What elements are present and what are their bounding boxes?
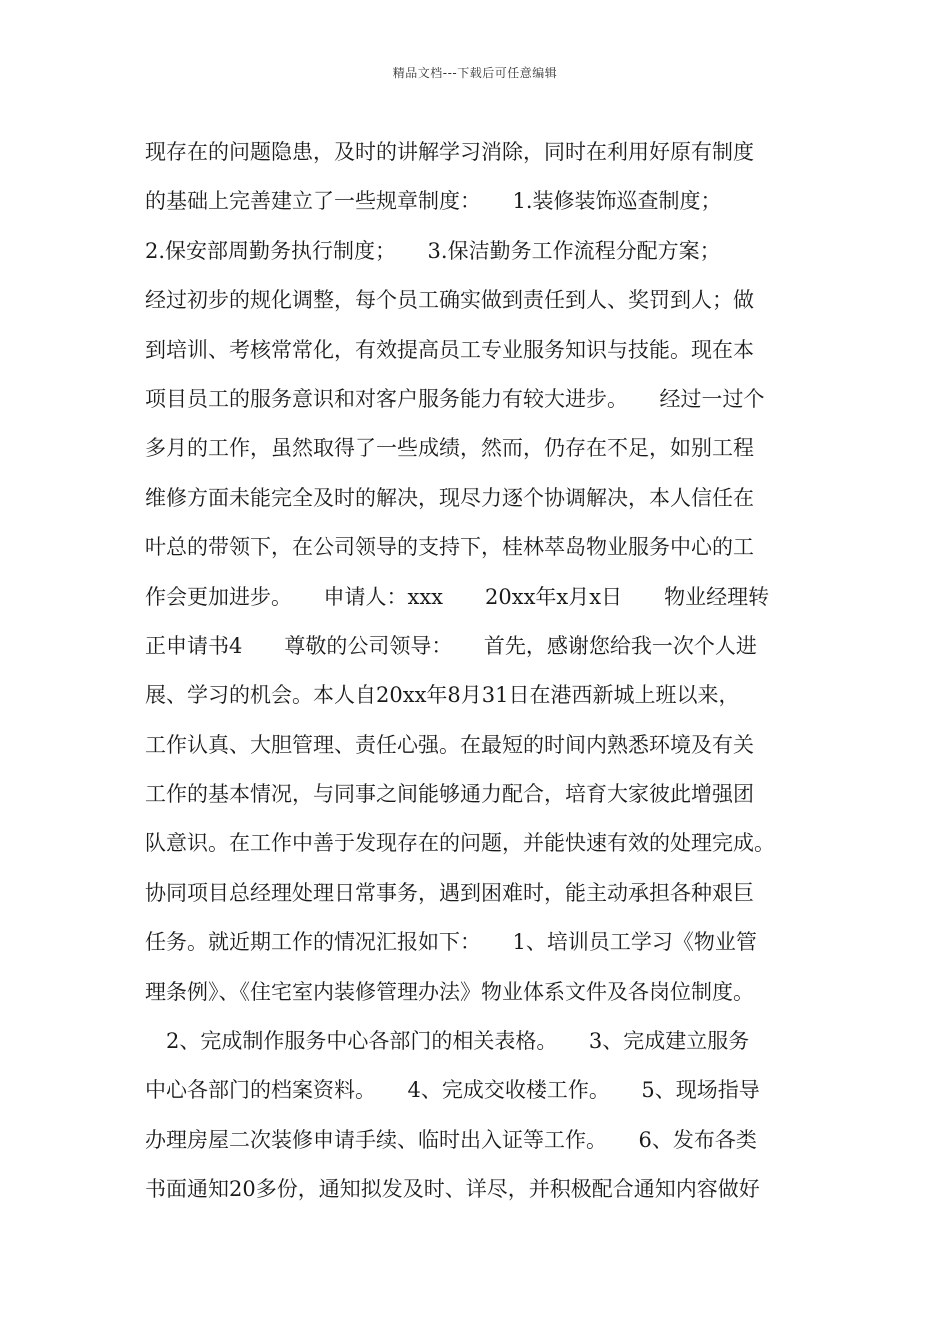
text-line: 的基础上完善建立了一些规章制度： 1.装修装饰巡查制度；	[145, 189, 722, 214]
text-line: 2、完成制作服务中心各部门的相关表格。 3、完成建立服务	[145, 1029, 750, 1054]
text-line: 理条例》、《住宅室内装修管理办法》物业体系文件及各岗位制度。	[145, 979, 754, 1004]
text-line: 项目员工的服务意识和对客户服务能力有较大进步。 经过一过个	[145, 386, 765, 411]
text-line: 任务。就近期工作的情况汇报如下： 1、培训员工学习《物业管	[145, 930, 757, 955]
text-line: 中心各部门的档案资料。 4、完成交收楼工作。 5、现场指导	[145, 1078, 760, 1103]
text-line: 经过初步的规化调整，每个员工确实做到责任到人、奖罚到人；做	[145, 288, 754, 313]
text-line: 工作认真、大胆管理、责任心强。在最短的时间内熟悉环境及有关	[145, 732, 754, 757]
text-line: 2.保安部周勤务执行制度； 3.保洁勤务工作流程分配方案；	[145, 238, 721, 263]
text-line: 现存在的问题隐患，及时的讲解学习消除，同时在利用好原有制度	[145, 140, 754, 164]
body-text	[145, 128, 820, 1215]
text-line: 到培训、考核常常化，有效提高员工专业服务知识与技能。现在本	[145, 337, 754, 362]
text-line: 叶总的带领下，在公司领导的支持下，桂林萃岛物业服务中心的工	[145, 535, 754, 560]
text-line: 办理房屋二次装修申请手续、临时出入证等工作。 6、发布各类	[145, 1127, 757, 1152]
text-line: 作会更加进步。 申请人：xxx 20xx年x月x日 物业经理转	[145, 584, 770, 609]
text-line: 维修方面未能完全及时的解决，现尽力逐个协调解决，本人信任在	[145, 485, 754, 510]
page-header: 精品文档---下载后可任意编辑	[392, 66, 558, 80]
text-line: 协同项目总经理处理日常事务，遇到困难时，能主动承担各种艰巨	[145, 880, 754, 905]
text-line: 正申请书4 尊敬的公司领导： 首先，感谢您给我一次个人进	[145, 633, 757, 658]
text-line: 多月的工作，虽然取得了一些成绩，然而，仍存在不足，如别工程	[145, 436, 754, 461]
text-line: 队意识。在工作中善于发现存在的问题，并能快速有效的处理完成。	[145, 831, 775, 856]
text-line: 展、学习的机会。本人自20xx年8月31日在港西新城上班以来，	[145, 683, 740, 708]
text-line: 工作的基本情况，与同事之间能够通力配合，培育大家彼此增强团	[145, 782, 754, 807]
text-line: 书面通知20多份，通知拟发及时、详尽，并积极配合通知内容做好	[145, 1177, 760, 1202]
